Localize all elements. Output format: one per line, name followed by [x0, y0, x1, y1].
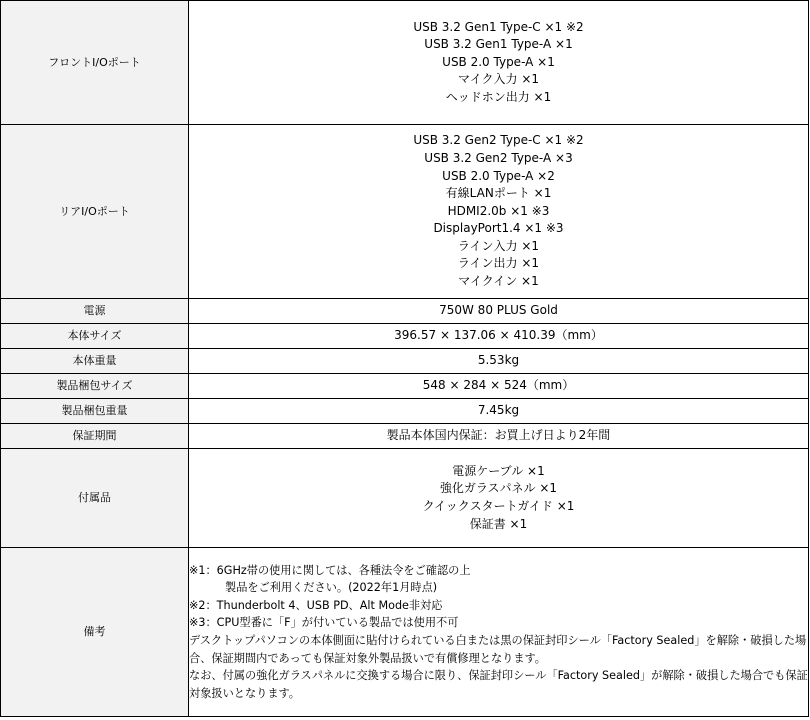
- front-io-line: ヘッドホン出力 ×1: [445, 89, 552, 104]
- front-io-line: マイク入力 ×1: [457, 72, 540, 87]
- rear-io-label: リアI/Oポート: [1, 125, 189, 299]
- accessories-value: [189, 449, 809, 548]
- spec-row-package-weight: [1, 399, 809, 424]
- spec-row-body-size: [1, 324, 809, 349]
- accessory-item: 保証書 ×1: [469, 516, 528, 531]
- front-io-line: USB 3.2 Gen1 Type-C ×1 ※2: [413, 19, 584, 34]
- spec-row-warranty: [1, 424, 809, 449]
- rear-io-line: 有線LANポート ×1: [445, 186, 552, 201]
- power-label: 電源: [1, 299, 189, 324]
- rear-io-line: ライン入力 ×1: [457, 238, 540, 253]
- power-value: 750W 80 PLUS Gold: [189, 299, 809, 324]
- rear-io-line: USB 3.2 Gen2 Type-A ×3: [424, 150, 573, 165]
- rear-io-value: [189, 125, 809, 299]
- note-line: ※3：CPU型番に「F」が付いている製品では使用不可: [189, 616, 459, 630]
- spec-row-rear-io: [1, 125, 809, 299]
- package-size-label: 製品梱包サイズ: [1, 374, 189, 399]
- rear-io-line: USB 2.0 Type-A ×2: [442, 168, 555, 183]
- front-io-line: USB 3.2 Gen1 Type-A ×1: [424, 37, 573, 52]
- note-line: ※1：6GHz帯の使用に関しては、各種法令をご確認の上: [189, 563, 471, 577]
- notes-label: 備考: [1, 548, 189, 717]
- accessory-item: 電源ケーブル ×1: [452, 463, 545, 478]
- rear-io-line: ライン出力 ×1: [457, 256, 540, 271]
- package-weight-label: 製品梱包重量: [1, 399, 189, 424]
- package-size-value: 548 × 284 × 524（mm）: [189, 374, 809, 399]
- warranty-value: 製品本体国内保証：お買上げ日より2年間: [189, 424, 809, 449]
- rear-io-line: DisplayPort1.4 ×1 ※3: [433, 221, 564, 236]
- spec-row-notes: [1, 548, 809, 717]
- front-io-label: フロントI/Oポート: [1, 1, 189, 125]
- note-paragraph: デスクトップパソコンの本体側面に貼付けられている白または黒の保証封印シール「Factory Sealed」を解除・破損した場合、保証期間内であっても保証対象外製品扱いで有償修理となります。: [189, 634, 807, 665]
- note-line: 製品をご利用ください。(2022年1月時点): [225, 581, 438, 595]
- note-line: ※2：Thunderbolt 4、USB PD、Alt Mode非対応: [189, 598, 443, 612]
- spec-row-package-size: [1, 374, 809, 399]
- notes-value: [189, 548, 809, 717]
- rear-io-line: USB 3.2 Gen2 Type-C ×1 ※2: [413, 133, 584, 148]
- spec-row-front-io: [1, 1, 809, 125]
- front-io-value: [189, 1, 809, 125]
- accessories-label: 付属品: [1, 449, 189, 548]
- body-size-value: 396.57 × 137.06 × 410.39（mm）: [189, 324, 809, 349]
- rear-io-line: HDMI2.0b ×1 ※3: [447, 203, 550, 218]
- body-size-label: 本体サイズ: [1, 324, 189, 349]
- rear-io-line: マイクイン ×1: [458, 274, 539, 289]
- spec-row-accessories: [1, 449, 809, 548]
- note-paragraph: なお、付属の強化ガラスパネルに交換する場合に限り、保証封印シール「Factory Sealed」が解除・破損した場合でも保証対象扱いとなります。: [189, 669, 808, 700]
- spec-row-power: [1, 299, 809, 324]
- accessory-item: 強化ガラスパネル ×1: [439, 481, 558, 496]
- accessory-item: クイックスタートガイド ×1: [422, 499, 575, 513]
- spec-row-body-weight: [1, 349, 809, 374]
- body-weight-value: 5.53kg: [189, 349, 809, 374]
- front-io-line: USB 2.0 Type-A ×1: [442, 54, 555, 69]
- package-weight-value: 7.45kg: [189, 399, 809, 424]
- body-weight-label: 本体重量: [1, 349, 189, 374]
- warranty-label: 保証期間: [1, 424, 189, 449]
